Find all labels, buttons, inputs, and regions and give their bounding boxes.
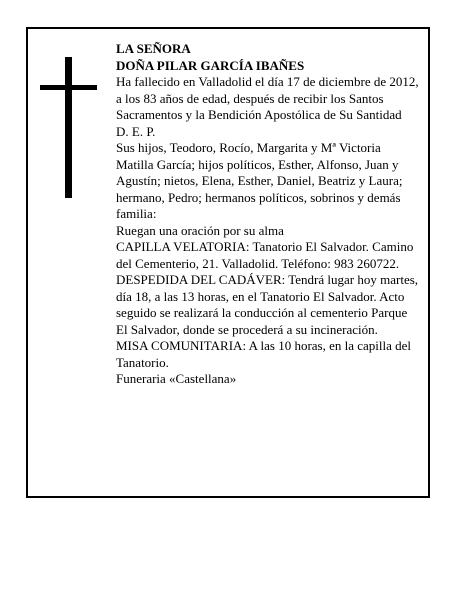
rest-in-peace: D. E. P. [116,123,156,139]
cross-vertical-bar [65,57,72,198]
cross-horizontal-bar [40,85,97,90]
wake-chapel-info: CAPILLA VELATORIA: Tanatorio El Salvador. Camino del Cementerio, 21. Valladolid. Teléfono: 983 260722. [116,239,414,271]
mass-info: MISA COMUNITARIA: A las 10 horas, en la capilla del Tanatorio. [116,338,412,370]
death-announcement: Ha fallecido en Valladolid el día 17 de diciembre de 2012, a los 83 años de edad, después de recibir los Santos Sacramentos y la Bendición Apostólica de Su Santidad [116,74,419,122]
cross-icon [40,57,97,198]
obituary-heading: LA SEÑORA [116,41,191,56]
funeral-home: Funeraria «Castellana» [116,371,237,386]
obituary-text [116,41,420,388]
obituary-frame [26,27,430,498]
deceased-name: DOÑA PILAR GARCÍA IBAÑES [116,57,305,73]
prayer-request: Ruegan una oración por su alma [116,222,284,238]
family-members: Sus hijos, Teodoro, Rocío, Margarita y Mª Victoria Matilla García; hijos políticos, Esther, Alfonso, Juan y Agustín; nietos, Elena, Esther, Daniel, Beatriz y Laura; hermano, Pedro; hermanos políticos, sobrinos y demás familia: [116,140,403,221]
farewell-info: DESPEDIDA DEL CADÁVER: Tendrá lugar hoy martes, día 18, a las 13 horas, en el Tanatorio El Salvador. Acto seguido se realizará la conducción al cementerio Parque El Salvador, donde se procederá a su incineración. [116,272,419,337]
